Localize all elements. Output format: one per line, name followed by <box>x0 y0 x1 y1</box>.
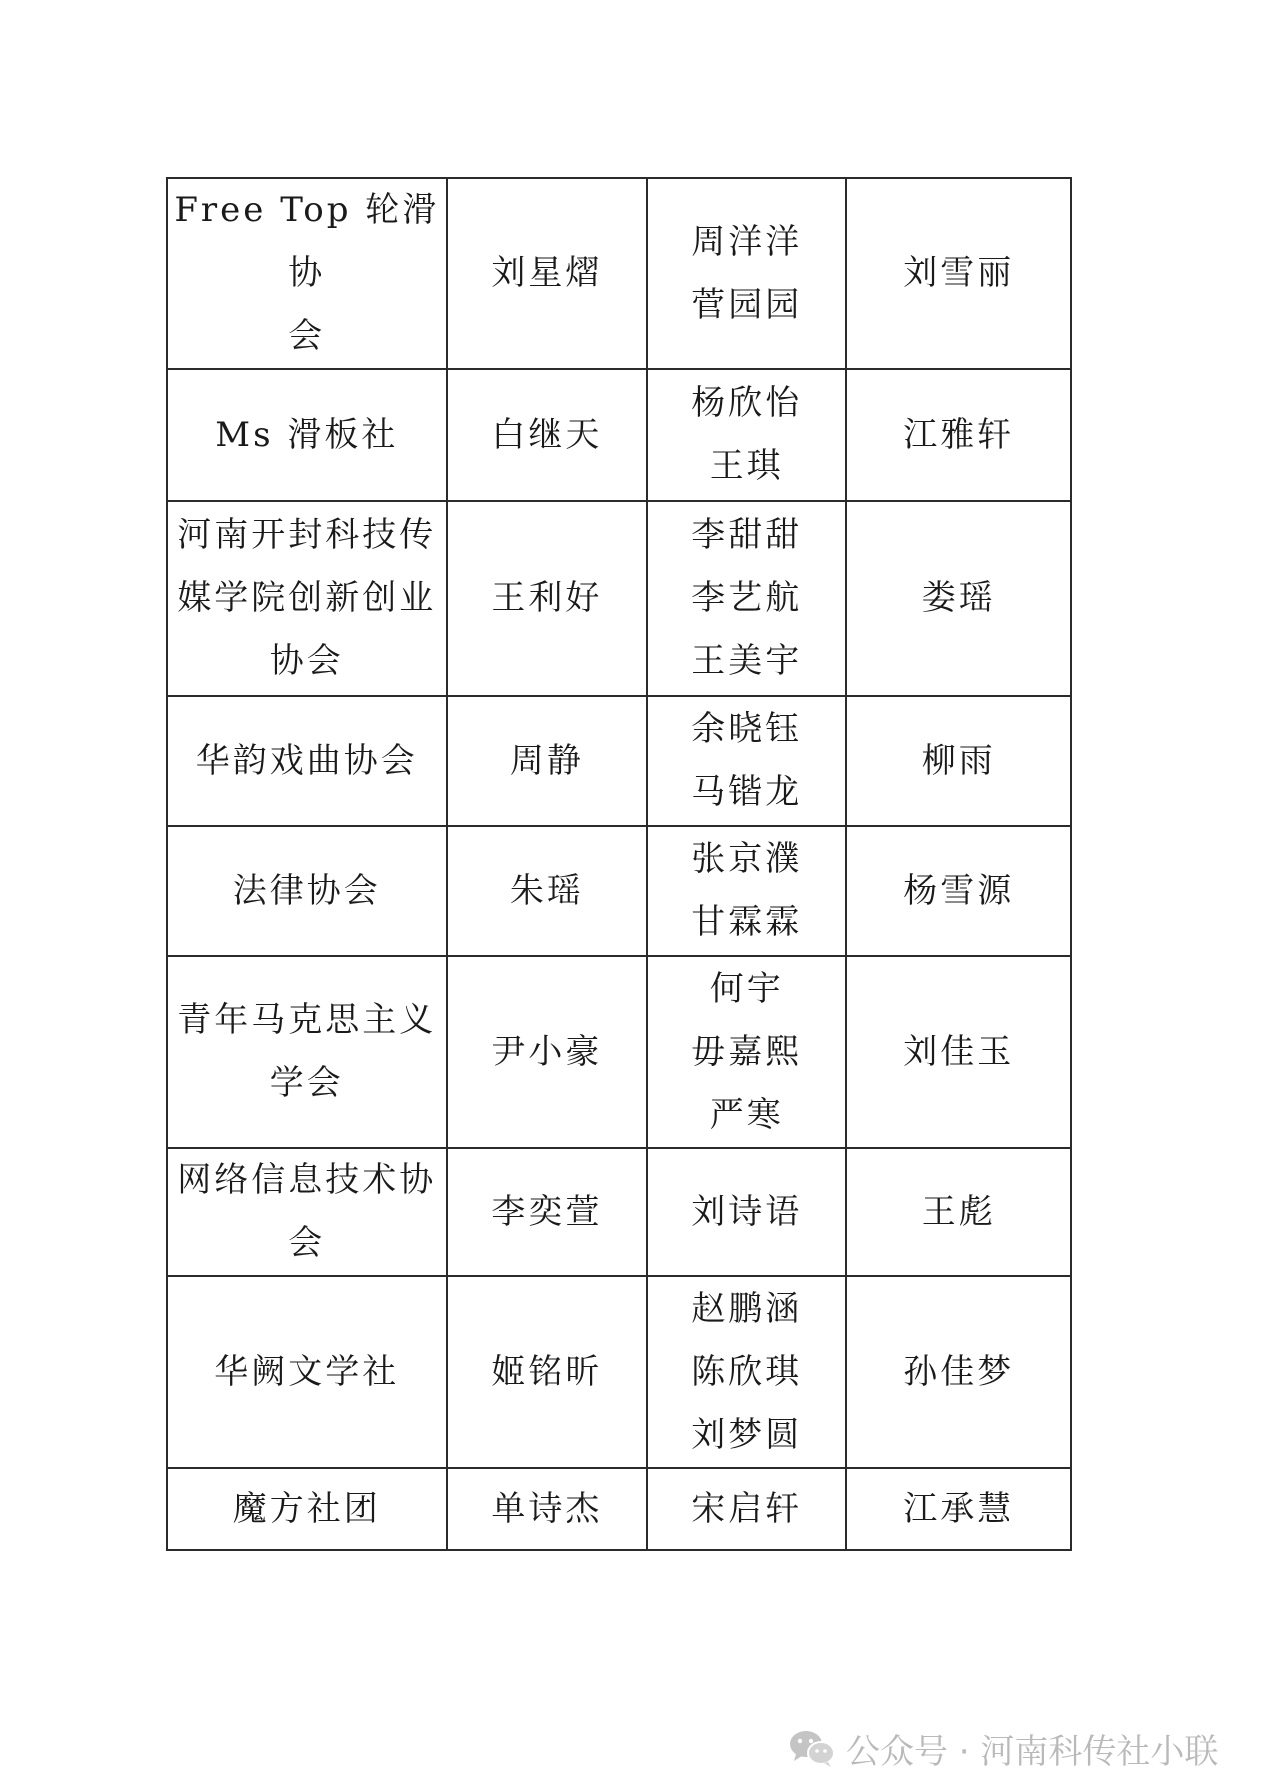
cell-text-line: 王彪 <box>921 1191 996 1232</box>
cell-text-line: 王美宇 <box>691 641 803 681</box>
advisor-cell <box>846 1148 1071 1276</box>
cell-text-line: 学会 <box>269 1063 344 1103</box>
table-row <box>167 696 1071 826</box>
cell-text-line: 会 <box>288 1223 326 1263</box>
cell-text-line: 刘诗语 <box>691 1191 803 1232</box>
org-name-cell <box>167 956 447 1148</box>
cell-text-line: 李艺航 <box>691 578 803 618</box>
table-row <box>167 1148 1071 1276</box>
cell-text-line: 白继天 <box>491 414 603 455</box>
cell-text-line: 协会 <box>269 641 344 681</box>
leader-cell <box>447 501 647 696</box>
cell-text-line: 江雅轩 <box>903 414 1015 455</box>
table-row <box>167 826 1071 956</box>
cell-text-line: 网络信息技术协 <box>177 1160 437 1200</box>
cell-text-line: 宋启轩 <box>691 1488 803 1529</box>
members-cell <box>647 1276 846 1468</box>
cell-text-line: 尹小豪 <box>491 1031 603 1072</box>
cell-text-line: 媒学院创新创业 <box>177 578 437 618</box>
cell-text-line: 孙佳梦 <box>903 1351 1015 1392</box>
org-name-cell <box>167 501 447 696</box>
members-cell <box>647 956 846 1148</box>
members-cell <box>647 178 846 369</box>
leader-cell <box>447 1276 647 1468</box>
cell-text-line: 法律协会 <box>232 870 381 911</box>
leader-cell <box>447 1468 647 1550</box>
members-cell <box>647 1148 846 1276</box>
advisor-cell <box>846 826 1071 956</box>
table-row <box>167 956 1071 1148</box>
cell-text-line: 刘佳玉 <box>903 1031 1015 1072</box>
advisor-cell <box>846 1276 1071 1468</box>
leader-cell <box>447 369 647 501</box>
advisor-cell <box>846 178 1071 369</box>
cell-text-line: Free Top 轮滑协 <box>174 190 440 293</box>
advisor-cell <box>846 696 1071 826</box>
cell-text-line: 河南开封科技传 <box>177 515 437 555</box>
cell-text-line: 王琪 <box>709 446 784 486</box>
org-name-cell <box>167 1276 447 1468</box>
leader-cell <box>447 178 647 369</box>
cell-text-line: 魔方社团 <box>232 1488 381 1529</box>
advisor-cell <box>846 956 1071 1148</box>
cell-text-line: 华韵戏曲协会 <box>195 740 418 781</box>
cell-text-line: 马锴龙 <box>691 772 803 812</box>
leader-cell <box>447 696 647 826</box>
cell-text-line: 杨欣怡 <box>691 383 803 423</box>
cell-text-line: 单诗杰 <box>491 1488 603 1529</box>
org-name-cell <box>167 696 447 826</box>
members-cell <box>647 1468 846 1550</box>
cell-text-line: 周洋洋 <box>691 221 803 262</box>
cell-text-line: Ms 滑板社 <box>215 414 399 455</box>
cell-text-line: 江承慧 <box>903 1488 1015 1529</box>
cell-text-line: 甘霖霖 <box>691 902 803 942</box>
cell-text-line: 何宇 <box>709 968 784 1009</box>
cell-text-line: 周静 <box>509 740 584 781</box>
cell-text-line: 毋嘉熙 <box>691 1031 803 1072</box>
members-cell <box>647 696 846 826</box>
table-row <box>167 178 1071 369</box>
table-row <box>167 369 1071 501</box>
cell-text-line: 余晓钰 <box>691 709 803 749</box>
table-row <box>167 501 1071 696</box>
cell-text-line: 朱瑶 <box>509 870 584 911</box>
cell-text-line: 王利好 <box>491 578 603 618</box>
members-cell <box>647 501 846 696</box>
org-name-cell <box>167 1468 447 1550</box>
cell-text-line: 会 <box>288 316 326 356</box>
roster-table <box>166 177 1072 1551</box>
members-cell <box>647 826 846 956</box>
org-name-cell <box>167 826 447 956</box>
cell-text-line: 娄瑶 <box>921 578 996 618</box>
watermark-text: 公众号 · 河南科传社小联 <box>846 1731 1219 1772</box>
table-row <box>167 1468 1071 1550</box>
cell-text-line: 杨雪源 <box>903 870 1015 911</box>
cell-text-line: 姬铭昕 <box>491 1351 603 1392</box>
cell-text-line: 柳雨 <box>921 740 996 781</box>
roster-table-body <box>167 178 1071 1550</box>
cell-text-line: 刘星熠 <box>491 253 603 293</box>
watermark <box>788 1728 1219 1772</box>
cell-text-line: 青年马克思主义 <box>177 1000 437 1040</box>
advisor-cell <box>846 501 1071 696</box>
cell-text-line: 张京濮 <box>691 839 803 879</box>
cell-text-line: 菅园园 <box>691 284 803 325</box>
cell-text-line: 李甜甜 <box>691 515 803 555</box>
org-name-cell <box>167 1148 447 1276</box>
cell-text-line: 刘梦圆 <box>691 1414 803 1455</box>
cell-text-line: 赵鹏涵 <box>691 1288 803 1329</box>
leader-cell <box>447 956 647 1148</box>
advisor-cell <box>846 369 1071 501</box>
advisor-cell <box>846 1468 1071 1550</box>
cell-text-line: 严寒 <box>709 1094 784 1135</box>
leader-cell <box>447 1148 647 1276</box>
cell-text-line: 陈欣琪 <box>691 1351 803 1392</box>
roster-table-container <box>166 177 1072 1551</box>
org-name-cell <box>167 369 447 501</box>
wechat-icon <box>788 1728 836 1768</box>
org-name-cell <box>167 178 447 369</box>
cell-text-line: 李奕萱 <box>491 1191 603 1232</box>
leader-cell <box>447 826 647 956</box>
members-cell <box>647 369 846 501</box>
cell-text-line: 刘雪丽 <box>903 253 1015 293</box>
table-row <box>167 1276 1071 1468</box>
cell-text-line: 华阙文学社 <box>214 1351 400 1392</box>
